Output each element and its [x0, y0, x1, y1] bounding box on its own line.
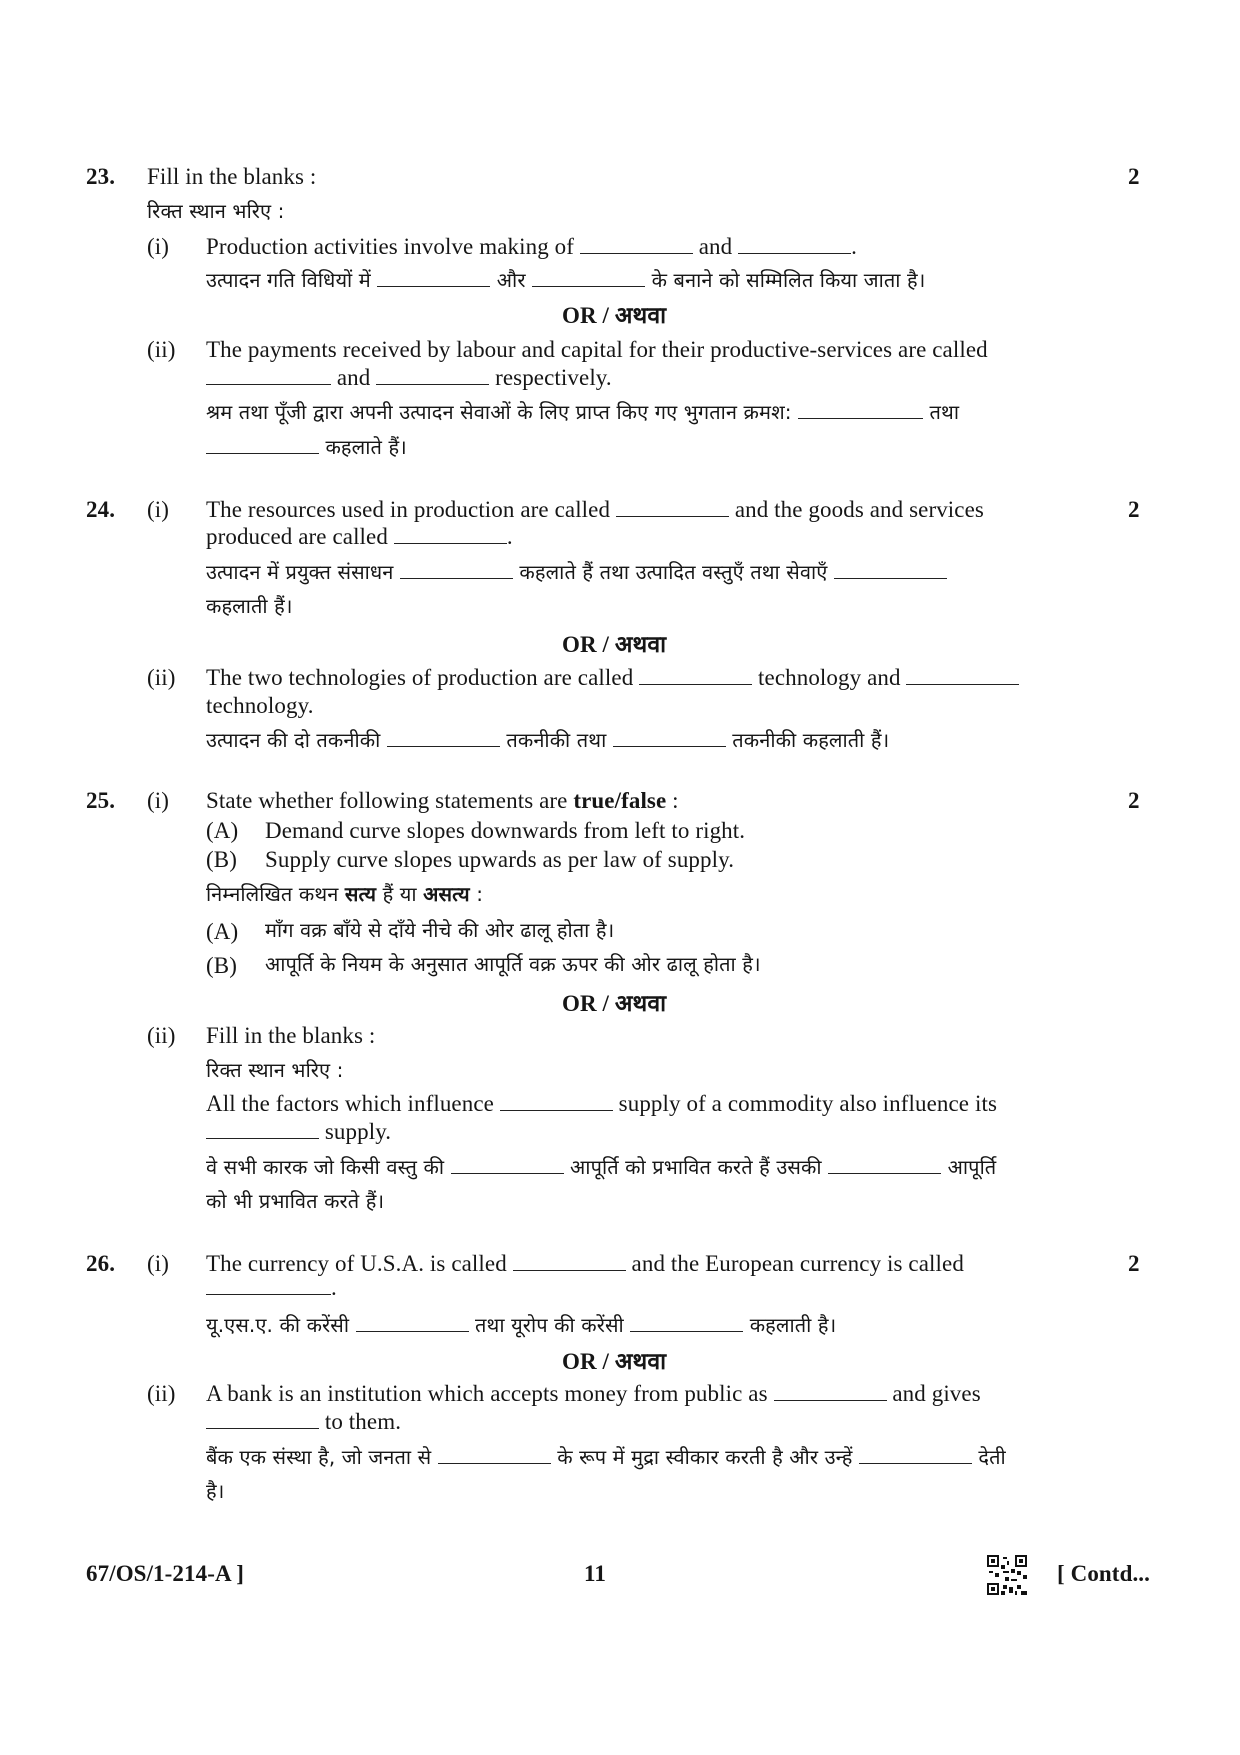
answer-blank: [616, 498, 729, 517]
question-text-en: technology.: [206, 693, 314, 718]
question-text-en: A bank is an institution which accepts money from public as and gives: [206, 1381, 981, 1406]
answer-blank: [376, 366, 489, 385]
question-text-en: .: [206, 1274, 337, 1302]
statement-label: (B): [206, 953, 237, 978]
question-text-hi: वे सभी कारक जो किसी वस्तु की आपूर्ति को प्रभावित करते हैं उसकी आपूर्ति: [206, 1155, 997, 1179]
statement-label: (B): [206, 847, 237, 872]
question-text-en: to them.: [206, 1408, 401, 1436]
or-separator: OR / अथवा: [562, 991, 667, 1016]
statement-text-hi: आपूर्ति के नियम के अनुसात आपूर्ति वक्र ऊपर की ओर ढालू होता है।: [265, 952, 761, 976]
answer-blank: [438, 1445, 551, 1464]
question-text-hi: श्रम तथा पूँजी द्वारा अपनी उत्पादन सेवाओं के लिए प्राप्त किए गए भुगतान क्रमश: तथा: [206, 400, 960, 424]
question-number: 25.: [86, 788, 116, 813]
or-separator: OR / अथवा: [562, 1349, 667, 1374]
question-intro-en: Fill in the blanks :: [147, 164, 317, 189]
or-separator: OR / अथवा: [562, 632, 667, 657]
question-text-en: and respectively.: [206, 364, 612, 392]
paper-code: 67/OS/1-214-A ]: [86, 1561, 245, 1586]
question-text-en: The currency of U.S.A. is called and the European currency is called: [206, 1251, 964, 1276]
answer-blank: [387, 728, 500, 747]
statement-text: Supply curve slopes upwards as per law of supply.: [265, 847, 735, 872]
question-text-en: Production activities involve making of and .: [206, 234, 857, 259]
question-intro-hi: रिक्त स्थान भरिए :: [147, 199, 285, 223]
answer-blank: [774, 1382, 887, 1401]
answer-blank: [532, 268, 645, 287]
question-text-hi: उत्पादन में प्रयुक्त संसाधन कहलाते हैं तथा उत्पादित वस्तुएँ तथा सेवाएँ: [206, 558, 947, 586]
answer-blank: [798, 400, 923, 419]
answer-blank: [206, 1276, 331, 1295]
question-text-hi: बैंक एक संस्था है, जो जनता से के रूप में मुद्रा स्वीकार करती है और उन्हें देती: [206, 1445, 1006, 1469]
qr-code-icon: [987, 1555, 1027, 1595]
question-text-en: The payments received by labour and capital for their productive-services are called: [206, 337, 988, 362]
page-number: 11: [584, 1561, 606, 1586]
answer-blank: [356, 1313, 469, 1332]
answer-blank: [906, 666, 1019, 685]
question-text-en: State whether following statements are true/false :: [206, 788, 679, 813]
question-text-en: supply.: [206, 1118, 391, 1146]
answer-blank: [828, 1155, 941, 1174]
statement-text-hi: माँग वक्र बाँये से दाँये नीचे की ओर ढालू होता है।: [265, 918, 615, 942]
question-number: 24.: [86, 497, 116, 522]
answer-blank: [738, 235, 851, 254]
question-text-en: The resources used in production are called and the goods and services: [206, 497, 984, 522]
question-text-hi: कहलाते हैं।: [206, 433, 407, 461]
question-text-hi: को भी प्रभावित करते हैं।: [206, 1189, 385, 1213]
question-text-hi: उत्पादन गति विधियों में और के बनाने को सम्मिलित किया जाता है।: [206, 268, 926, 292]
answer-blank: [859, 1445, 972, 1464]
continued-note: [ Contd...: [1057, 1561, 1151, 1586]
answer-blank: [834, 560, 947, 579]
question-marks: 2: [1128, 164, 1140, 189]
statement-label: (A): [206, 919, 239, 944]
question-marks: 2: [1128, 497, 1140, 522]
subpart-label: (ii): [147, 665, 176, 690]
answer-blank: [580, 235, 693, 254]
answer-blank: [206, 366, 331, 385]
answer-blank: [639, 666, 752, 685]
answer-blank: [451, 1155, 564, 1174]
statement-text: Demand curve slopes downwards from left to right.: [265, 818, 746, 843]
question-text-hi: उत्पादन की दो तकनीकी तकनीकी तथा तकनीकी कहलाती हैं।: [206, 728, 890, 752]
question-text-hi: है।: [206, 1479, 225, 1503]
answer-blank: [500, 1092, 613, 1111]
subpart-label: (i): [147, 497, 170, 522]
answer-blank: [206, 1120, 319, 1139]
subpart-label: (i): [147, 1251, 170, 1276]
question-intro-en: Fill in the blanks :: [206, 1023, 376, 1048]
answer-blank: [613, 728, 726, 747]
subpart-label: (ii): [147, 1023, 176, 1048]
question-text-hi: कहलाती हैं।: [206, 594, 293, 618]
or-separator: OR / अथवा: [562, 303, 667, 328]
subpart-label: (i): [147, 234, 170, 259]
question-text-en: produced are called .: [206, 524, 513, 549]
question-text-en: The two technologies of production are called technology and: [206, 664, 1019, 692]
question-number: 26.: [86, 1251, 116, 1276]
answer-blank: [513, 1252, 626, 1271]
question-text-hi: यू.एस.ए. की करेंसी तथा यूरोप की करेंसी कहलाती है।: [206, 1313, 837, 1337]
subpart-label: (ii): [147, 1381, 176, 1406]
statement-label: (A): [206, 818, 239, 843]
question-intro-hi: रिक्त स्थान भरिए :: [206, 1058, 344, 1082]
question-number: 23.: [86, 164, 116, 189]
answer-blank: [206, 1410, 319, 1429]
question-text-hi: निम्नलिखित कथन सत्य हैं या असत्य :: [206, 882, 484, 906]
subpart-label: (i): [147, 788, 170, 813]
question-marks: 2: [1128, 1251, 1140, 1276]
answer-blank: [377, 268, 490, 287]
question-text-en: All the factors which influence supply of a commodity also influence its: [206, 1091, 997, 1116]
question-marks: 2: [1128, 788, 1140, 813]
subpart-label: (ii): [147, 337, 176, 362]
answer-blank: [630, 1313, 743, 1332]
answer-blank: [400, 560, 513, 579]
answer-blank: [206, 435, 319, 454]
answer-blank: [394, 525, 507, 544]
